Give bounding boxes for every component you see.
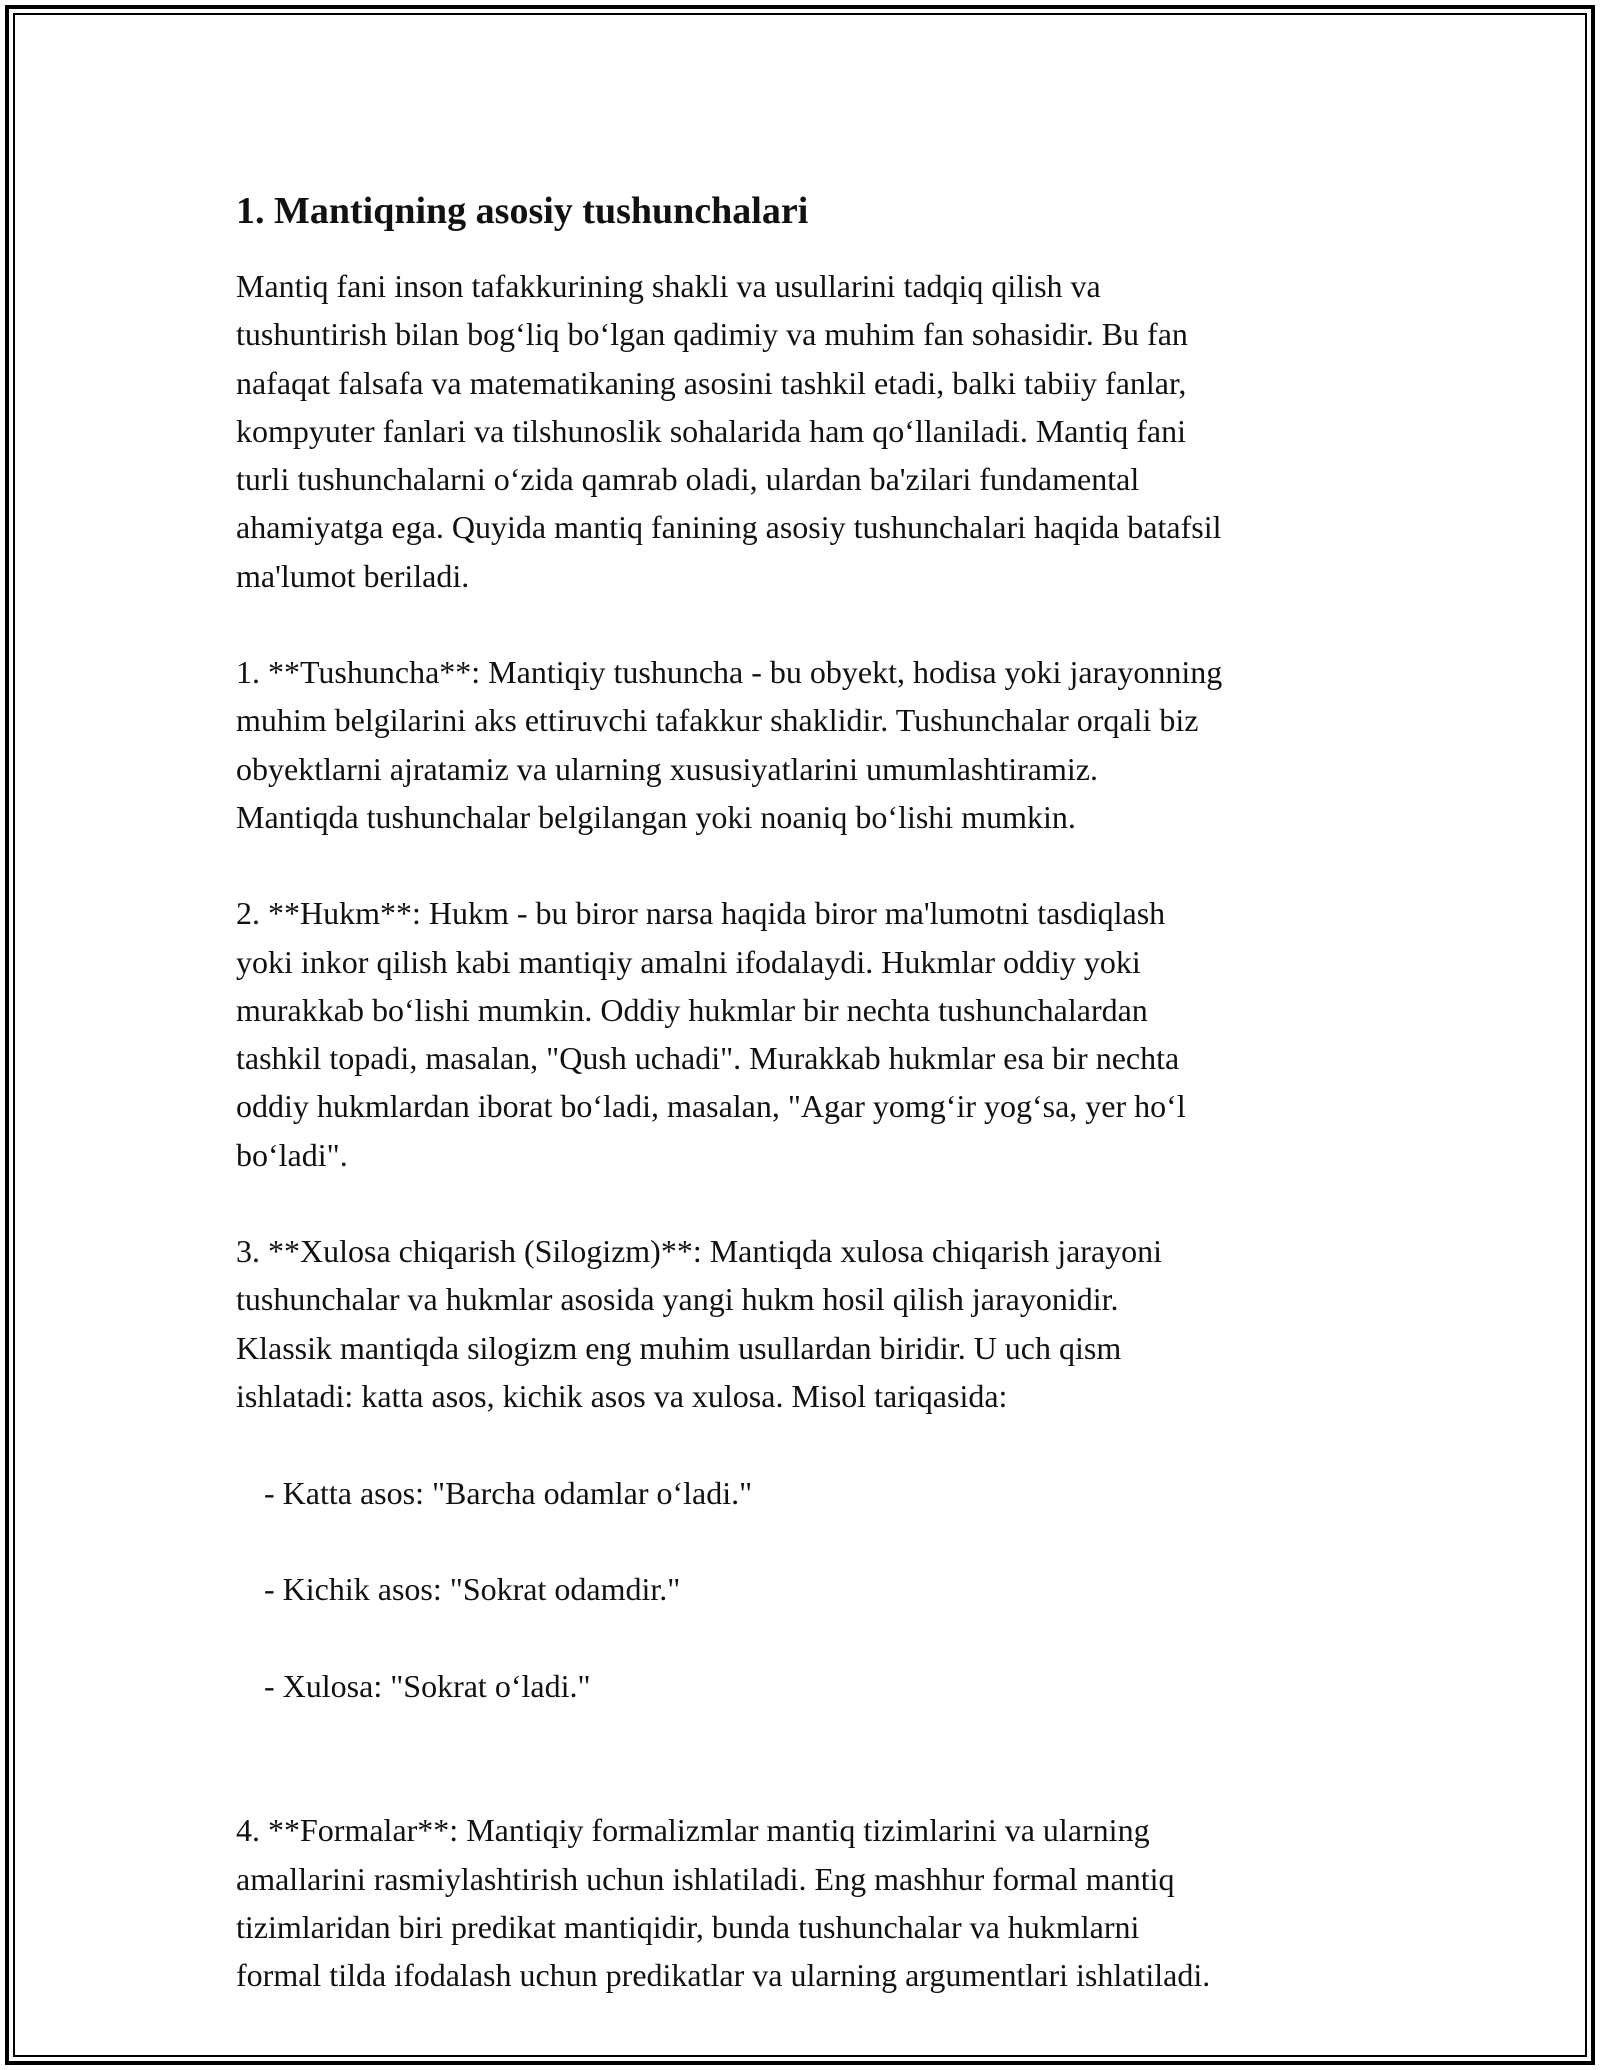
intro-paragraph: Mantiq fani inson tafakkurining shakli va usullarini tadqiq qilish va tushuntirish bilan bog‘liq bo‘lgan qadimiy va muhim fan sohasidir. Bu fan nafaqat falsafa va matematikaning asosini tashkil etadi, balki tabiiy fanlar, kompyuter fanlari va tilshunoslik sohalarida ham qo‘llaniladi. Mantiq fani turli tushunchalarni o‘zida qamrab oladi, ulardan ba'zilari fundamental ahamiyatga ega. Quyida mantiq fanining asosiy tushunchalari haqida batafsil ma'lumot beriladi. (236, 268, 1222, 594)
example-kichik-asos: - Kichik asos: "Sokrat odamdir." (264, 1571, 681, 1608)
item-hukm: 2. **Hukm**: Hukm - bu biror narsa haqida biror ma'lumotni tasdiqlash yoki inkor qilish kabi mantiqiy amalni ifodalaydi. Hukmlar oddiy yoki murakkab bo‘lishi mumkin. Oddiy hukmlar bir nechta tushunchalardan tashkil topadi, masalan, "Qush uchadi". Murakkab hukmlar esa bir nechta oddiy hukmlardan iborat bo‘ladi, masalan, "Agar yomg‘ir yog‘sa, yer ho‘l bo‘ladi". (236, 895, 1186, 1173)
example-katta-asos: - Katta asos: "Barcha odamlar o‘ladi." (264, 1474, 753, 1511)
item-xulosa-examples (236, 1420, 1386, 1758)
item-tushuncha: 1. **Tushuncha**: Mantiqiy tushuncha - bu obyekt, hodisa yoki jarayonning muhim belgilarini aks ettiruvchi tafakkur shaklidir. Tushunchalar orqali biz obyektlarni ajratamiz va ularning xususiyatlarini umumlashtiramiz. Mantiqda tushunchalar belgilangan yoki noaniq bo‘lishi mumkin. (236, 654, 1223, 835)
item-formalar: 4. **Formalar**: Mantiqiy formalizmlar mantiq tizimlarini va ularning amallarini rasmiylashtirish uchun ishlatiladi. Eng mashhur formal mantiq tizimlaridan biri predikat mantiqidir, bunda tushunchalar va hukmlarni formal tilda ifodalash uchun predikatlar va ularning argumentlari ishlatiladi. (236, 1812, 1211, 1994)
item-xulosa-chiqarish (236, 1227, 1386, 1758)
item-xulosa-text: 3. **Xulosa chiqarish (Silogizm)**: Mantiqda xulosa chiqarish jarayoni tushunchalar va hukmlar asosida yangi hukm hosil qilish jarayonidir. Klassik mantiqda silogizm eng muhim usullardan biridir. U uch qism ishlatadi: katta asos, kichik asos va xulosa. Misol tariqasida: (236, 1233, 1163, 1414)
document-title: 1. Mantiqning asosiy tushunchalari (236, 190, 809, 232)
example-xulosa: - Xulosa: "Sokrat o‘ladi." (264, 1667, 591, 1704)
document-body (236, 186, 1386, 2000)
